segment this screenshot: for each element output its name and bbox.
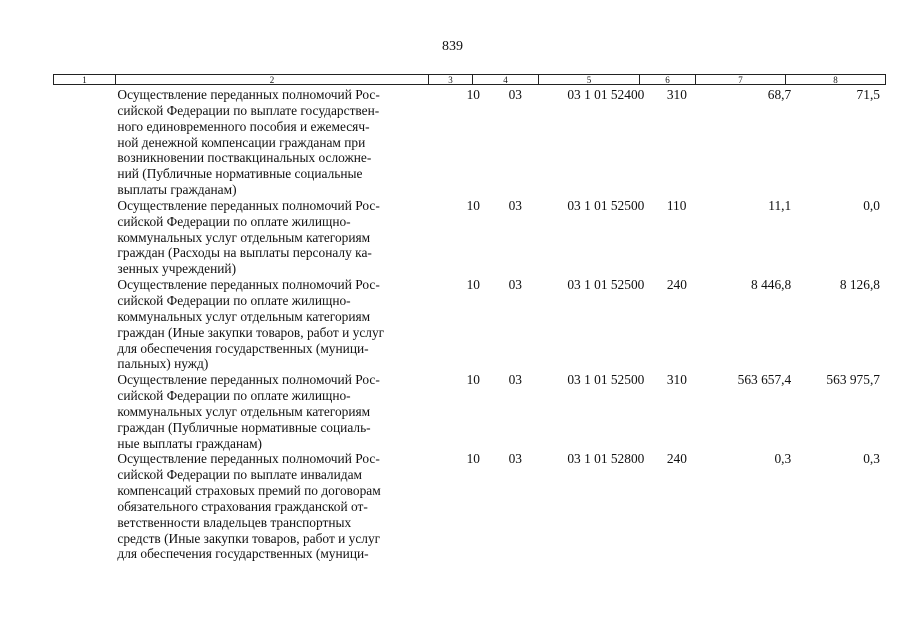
table-header-row: [53, 74, 886, 85]
cell-description: [111, 198, 456, 277]
cell-col-1: [53, 87, 111, 198]
description-line: Осуществление переданных полномочий Рос-: [117, 451, 380, 467]
header-col-5: 5: [539, 75, 640, 84]
description-line: сийской Федерации по оплате жилищно-: [117, 213, 351, 229]
description-line: ного единовременного пособия и ежемесяч-: [117, 118, 370, 134]
description-line: сийской Федерации по выплате государствен-: [117, 102, 380, 118]
description-line: средств (Иные закупки товаров, работ и услуг: [117, 530, 381, 546]
cell-vr: 310: [666, 87, 687, 102]
header-col-4: 4: [473, 75, 539, 84]
cell-sum-2: 71,5: [856, 87, 880, 102]
cell-rz: 10: [466, 197, 480, 213]
description-line: обязательного страхования гражданской от-: [117, 498, 368, 514]
cell-sum-2: 8 126,8: [839, 277, 880, 293]
header-col-1: 1: [54, 75, 116, 84]
cell-description: [111, 451, 456, 562]
description-line: компенсаций страховых премий по договорам: [117, 483, 381, 499]
cell-rz: 10: [466, 372, 480, 388]
table-row: [53, 198, 886, 277]
description-line: граждан (Иные закупки товаров, работ и услуг: [117, 324, 385, 340]
header-col-2: 2: [116, 75, 429, 84]
description-line: граждан (Расходы на выплаты персоналу ка-: [117, 245, 372, 261]
cell-rz: 10: [466, 277, 480, 293]
cell-description: [111, 372, 456, 451]
description-line: ветственности владельцев транспортных: [117, 514, 352, 530]
cell-pr: 03: [508, 87, 522, 102]
description-line: возникновении поствакцинальных осложне-: [117, 150, 372, 166]
cell-col-1: [53, 372, 111, 451]
cell-pr: 03: [508, 451, 522, 467]
description-line: Осуществление переданных полномочий Рос-: [117, 277, 380, 293]
cell-description: [111, 87, 456, 198]
description-line: сийской Федерации по оплате жилищно-: [117, 388, 351, 404]
description-line: коммунальных услуг отдельным категориям: [117, 229, 371, 245]
table-body: [53, 87, 886, 562]
description-line: коммунальных услуг отдельным категориям: [117, 403, 371, 419]
table-row: [53, 277, 886, 372]
description-line: выплаты гражданам): [117, 182, 237, 198]
cell-sum-1: 0,3: [774, 451, 792, 467]
cell-csr: 03 1 01 52400: [567, 87, 645, 102]
cell-col-1: [53, 451, 111, 562]
table-row: [53, 87, 886, 198]
cell-csr: 03 1 01 52500: [567, 277, 645, 293]
table-row: [53, 451, 886, 562]
cell-sum-1: 8 446,8: [751, 277, 792, 293]
cell-csr: 03 1 01 52800: [567, 451, 645, 467]
cell-pr: 03: [508, 372, 522, 388]
description-line: для обеспечения государственных (муници-: [117, 546, 369, 562]
cell-sum-2: 563 975,7: [826, 372, 880, 388]
cell-vr: 240: [666, 451, 687, 467]
description-line: ной денежной компенсации гражданам при: [117, 134, 366, 150]
cell-csr: 03 1 01 52500: [567, 197, 645, 213]
cell-sum-2: 0,0: [863, 197, 880, 213]
description-line: ний (Публичные нормативные социальные: [117, 166, 363, 182]
header-col-6: 6: [640, 75, 696, 84]
cell-col-1: [53, 198, 111, 277]
description-line: коммунальных услуг отдельным категориям: [117, 308, 371, 324]
cell-sum-1: 11,1: [768, 197, 792, 213]
cell-rz: 10: [466, 451, 480, 467]
cell-sum-2: 0,3: [863, 451, 880, 467]
header-col-8: 8: [833, 75, 838, 85]
header-col-3: 3: [429, 75, 473, 84]
cell-vr: 240: [666, 277, 687, 293]
header-col-7: 7: [696, 75, 786, 84]
description-line: Осуществление переданных полномочий Рос-: [117, 372, 380, 388]
description-line: сийской Федерации по выплате инвалидам: [117, 467, 362, 483]
cell-csr: 03 1 01 52500: [567, 372, 645, 388]
description-line: зенных учреждений): [117, 261, 237, 277]
description-line: для обеспечения государственных (муници-: [117, 340, 369, 356]
cell-vr: 110: [666, 197, 687, 213]
cell-sum-1: 563 657,4: [737, 372, 792, 388]
cell-pr: 03: [508, 197, 522, 213]
cell-pr: 03: [508, 277, 522, 293]
description-line: пальных) нужд): [117, 356, 209, 372]
page-number: 839: [442, 39, 463, 54]
cell-vr: 310: [666, 372, 687, 388]
description-line: граждан (Публичные нормативные социаль-: [117, 419, 371, 435]
cell-description: [111, 277, 456, 372]
table-row: [53, 372, 886, 451]
description-line: Осуществление переданных полномочий Рос-: [117, 87, 380, 102]
description-line: ные выплаты гражданам): [117, 435, 263, 451]
cell-rz: 10: [466, 87, 480, 102]
cell-col-1: [53, 277, 111, 372]
description-line: сийской Федерации по оплате жилищно-: [117, 292, 351, 308]
description-line: Осуществление переданных полномочий Рос-: [117, 197, 380, 213]
cell-sum-1: 68,7: [767, 87, 792, 102]
